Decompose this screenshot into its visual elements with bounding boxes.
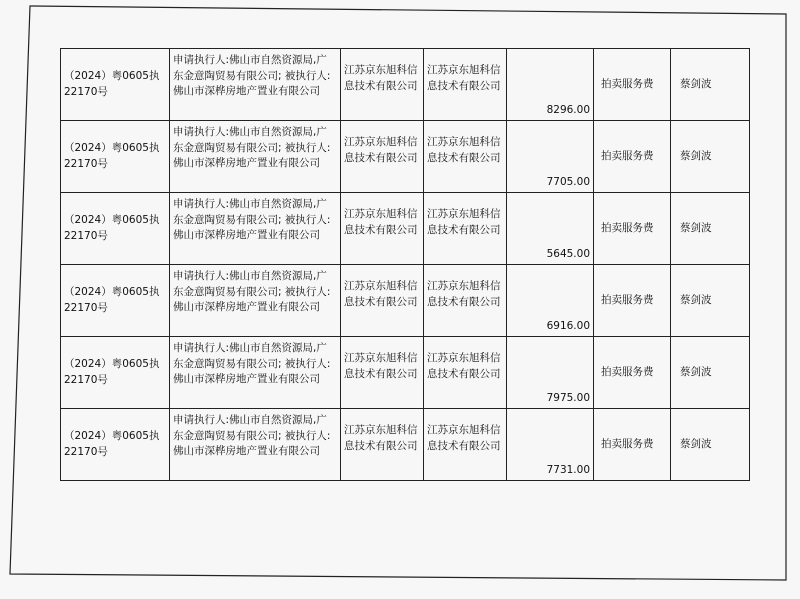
- party-a-cell: [341, 193, 424, 265]
- case-number: （2024）粤0605执22170号: [64, 358, 160, 386]
- case-number: （2024）粤0605执22170号: [64, 70, 160, 98]
- amount: 8296.00: [546, 103, 590, 116]
- amount-cell: [507, 265, 594, 337]
- fee-type: 拍卖服务费: [601, 293, 654, 306]
- case-number: （2024）粤0605执22170号: [64, 286, 160, 314]
- person-cell: [671, 121, 750, 193]
- table-row: [61, 409, 750, 481]
- case-number-cell: [61, 337, 170, 409]
- party-b: 江苏京东旭科信息技术有限公司: [427, 64, 501, 92]
- fee-type-cell: [594, 121, 671, 193]
- table-row: [61, 265, 750, 337]
- case-number-cell: [61, 121, 170, 193]
- fee-type: 拍卖服务费: [601, 365, 654, 378]
- parties-description-cell: [170, 121, 341, 193]
- case-number-cell: [61, 49, 170, 121]
- party-b: 江苏京东旭科信息技术有限公司: [427, 136, 501, 164]
- party-a-cell: [341, 49, 424, 121]
- parties-description-cell: [170, 49, 341, 121]
- parties-description: 申请执行人:佛山市自然资源局,广东金意陶贸易有限公司; 被执行人:佛山市深桦房地产置业有限公司: [173, 198, 331, 241]
- parties-description: 申请执行人:佛山市自然资源局,广东金意陶贸易有限公司; 被执行人:佛山市深桦房地产置业有限公司: [173, 414, 331, 457]
- person-cell: [671, 49, 750, 121]
- amount: 6916.00: [546, 319, 590, 332]
- fee-table: [60, 48, 750, 481]
- party-b: 江苏京东旭科信息技术有限公司: [427, 280, 501, 308]
- table-row: [61, 121, 750, 193]
- case-number: （2024）粤0605执22170号: [64, 430, 160, 458]
- table-row: [61, 193, 750, 265]
- document-table-wrap: [60, 48, 750, 481]
- parties-description: 申请执行人:佛山市自然资源局,广东金意陶贸易有限公司; 被执行人:佛山市深桦房地产置业有限公司: [173, 270, 331, 313]
- person-name: 蔡剑波: [680, 77, 712, 90]
- party-b-cell: [424, 265, 507, 337]
- amount-cell: [507, 49, 594, 121]
- party-b-cell: [424, 337, 507, 409]
- fee-type: 拍卖服务费: [601, 221, 654, 234]
- fee-type-cell: [594, 337, 671, 409]
- person-cell: [671, 337, 750, 409]
- person-name: 蔡剑波: [680, 437, 712, 450]
- fee-type-cell: [594, 265, 671, 337]
- person-name: 蔡剑波: [680, 221, 712, 234]
- party-a: 江苏京东旭科信息技术有限公司: [344, 136, 418, 164]
- party-b-cell: [424, 49, 507, 121]
- parties-description-cell: [170, 409, 341, 481]
- party-b-cell: [424, 409, 507, 481]
- amount: 5645.00: [546, 247, 590, 260]
- case-number: （2024）粤0605执22170号: [64, 142, 160, 170]
- party-a: 江苏京东旭科信息技术有限公司: [344, 64, 418, 92]
- case-number-cell: [61, 265, 170, 337]
- party-a-cell: [341, 337, 424, 409]
- party-b: 江苏京东旭科信息技术有限公司: [427, 208, 501, 236]
- person-name: 蔡剑波: [680, 149, 712, 162]
- fee-table-body: [61, 49, 750, 481]
- amount-cell: [507, 409, 594, 481]
- party-b: 江苏京东旭科信息技术有限公司: [427, 352, 501, 380]
- person-name: 蔡剑波: [680, 293, 712, 306]
- amount: 7975.00: [546, 391, 590, 404]
- person-cell: [671, 265, 750, 337]
- party-a: 江苏京东旭科信息技术有限公司: [344, 280, 418, 308]
- parties-description: 申请执行人:佛山市自然资源局,广东金意陶贸易有限公司; 被执行人:佛山市深桦房地产置业有限公司: [173, 54, 331, 97]
- person-cell: [671, 409, 750, 481]
- table-row: [61, 49, 750, 121]
- fee-type-cell: [594, 193, 671, 265]
- party-a: 江苏京东旭科信息技术有限公司: [344, 208, 418, 236]
- party-b: 江苏京东旭科信息技术有限公司: [427, 424, 501, 452]
- case-number-cell: [61, 409, 170, 481]
- amount-cell: [507, 121, 594, 193]
- table-row: [61, 337, 750, 409]
- amount-cell: [507, 193, 594, 265]
- fee-type-cell: [594, 49, 671, 121]
- amount-cell: [507, 337, 594, 409]
- person-cell: [671, 193, 750, 265]
- party-b-cell: [424, 121, 507, 193]
- parties-description: 申请执行人:佛山市自然资源局,广东金意陶贸易有限公司; 被执行人:佛山市深桦房地产置业有限公司: [173, 342, 331, 385]
- person-name: 蔡剑波: [680, 365, 712, 378]
- fee-type: 拍卖服务费: [601, 77, 654, 90]
- amount: 7705.00: [546, 175, 590, 188]
- parties-description-cell: [170, 337, 341, 409]
- party-a: 江苏京东旭科信息技术有限公司: [344, 424, 418, 452]
- party-a-cell: [341, 121, 424, 193]
- party-a: 江苏京东旭科信息技术有限公司: [344, 352, 418, 380]
- case-number: （2024）粤0605执22170号: [64, 214, 160, 242]
- party-a-cell: [341, 265, 424, 337]
- fee-type: 拍卖服务费: [601, 437, 654, 450]
- fee-type-cell: [594, 409, 671, 481]
- parties-description-cell: [170, 265, 341, 337]
- party-a-cell: [341, 409, 424, 481]
- case-number-cell: [61, 193, 170, 265]
- parties-description: 申请执行人:佛山市自然资源局,广东金意陶贸易有限公司; 被执行人:佛山市深桦房地产置业有限公司: [173, 126, 331, 169]
- fee-type: 拍卖服务费: [601, 149, 654, 162]
- parties-description-cell: [170, 193, 341, 265]
- amount: 7731.00: [546, 463, 590, 476]
- party-b-cell: [424, 193, 507, 265]
